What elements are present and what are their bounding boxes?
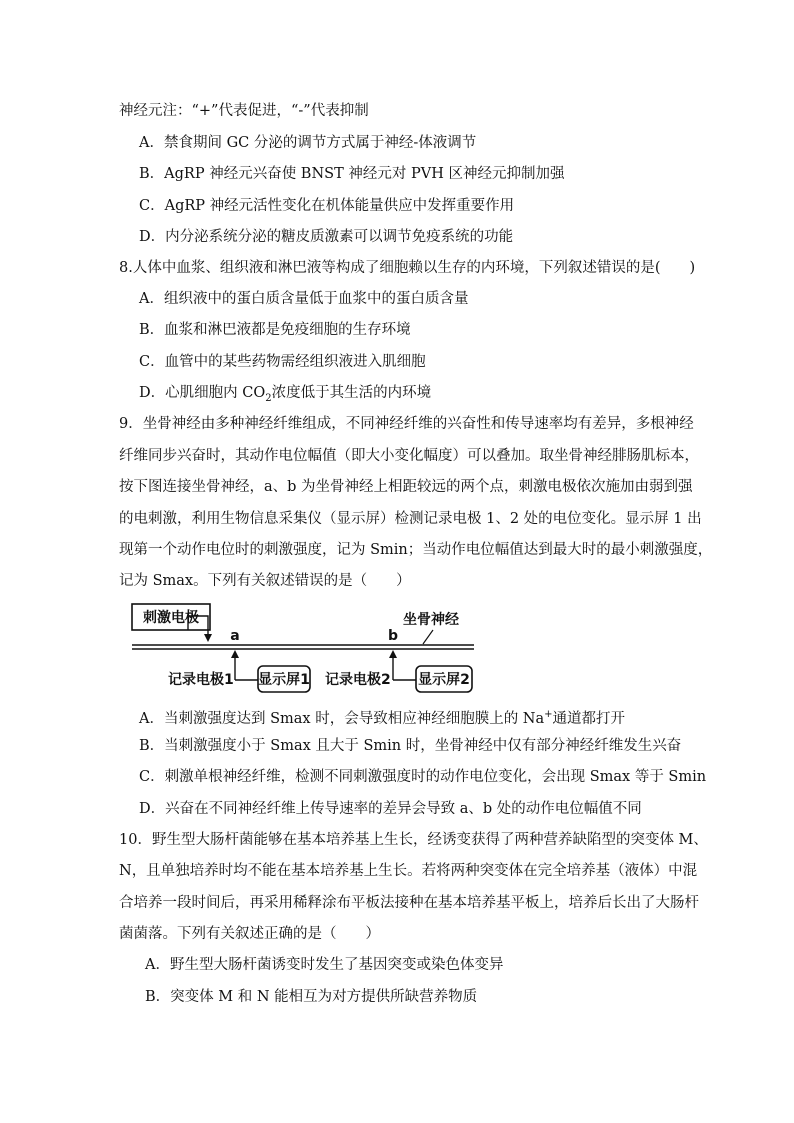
q8d-text-post: 浓度低于其生活的内环境 — [271, 385, 432, 401]
q10-option-a: A．野生型大肠杆菌诱变时发生了基因突变或染色体变异 — [145, 957, 504, 973]
q10-option-b: B．突变体 M 和 N 能相互为对方提供所缺营养物质 — [145, 989, 478, 1005]
q7-option-d: D．内分泌系统分泌的糖皮质激素可以调节免疫系统的功能 — [139, 229, 514, 245]
q9a-text-pre: A．当刺激强度达到 Smax 时，会导致相应神经细胞膜上的 Na — [139, 710, 545, 727]
q9-stem-line5: 现第一个动作电位时的刺激强度，记为 Smin；当动作电位幅值达到最大时的最小刺激强度， — [119, 542, 713, 558]
q9-stem-line2: 纤维同步兴奋时，其动作电位幅值（即大小变化幅度）可以叠加。取坐骨神经腓肠肌标本， — [119, 448, 699, 464]
q8d-text-pre: D．心肌细胞内 CO — [139, 385, 266, 401]
rec-electrode-1-label: 记录电极1 — [168, 672, 234, 688]
q9-stem-line6: 记为 Smax。下列有关叙述错误的是（ ） — [119, 573, 411, 589]
q8-option-b: B．血浆和淋巴液都是免疫细胞的生存环境 — [139, 322, 411, 338]
q7-option-c: C．AgRP 神经元活性变化在机体能量供应中发挥重要作用 — [139, 198, 515, 214]
q9-stem-line1: 9．坐骨神经由多种神经纤维组成，不同神经纤维的兴奋性和传导速率均有差异，多根神经 — [119, 416, 694, 432]
q8-option-d — [139, 383, 431, 409]
q9-stem-line3: 按下图连接坐骨神经，a、b 为坐骨神经上相距较远的两个点，刺激电极依次施加由弱到强 — [119, 479, 693, 495]
rec-electrode-2-arrow — [389, 650, 397, 658]
nerve-diagram — [128, 600, 488, 696]
rec-electrode-2-label: 记录电极2 — [325, 672, 391, 688]
nerve-label-pointer — [423, 630, 433, 644]
point-a-label: a — [230, 628, 240, 644]
stim-electrode-label: 刺激电极 — [143, 610, 199, 626]
rec-electrode-1-arrow — [231, 650, 239, 658]
q10-stem-line2: N，且单独培养时均不能在基本培养基上生长。若将两种突变体在完全培养基（液体）中混 — [119, 863, 698, 879]
q7-option-a: A．禁食期间 GC 分泌的调节方式属于神经-体液调节 — [139, 135, 477, 151]
point-b-label: b — [387, 628, 399, 644]
q8-option-c: C．血管中的某些药物需经组织液进入肌细胞 — [139, 354, 426, 370]
screen-2-label: 显示屏2 — [418, 672, 470, 688]
nerve-label: 坐骨神经 — [403, 612, 459, 628]
q10-stem-line4: 菌菌落。下列有关叙述正确的是（ ） — [119, 926, 380, 942]
q9a-text-post: 通道都打开 — [552, 710, 626, 727]
q7-option-b: B．AgRP 神经元兴奋使 BNST 神经元对 PVH 区神经元抑制加强 — [139, 166, 565, 182]
q9-option-a — [139, 705, 625, 729]
stim-arrow-head — [204, 634, 212, 642]
q9-stem-line4: 的电刺激，利用生物信息采集仪（显示屏）检测记录电极 1、2 处的电位变化。显示屏 1 出 — [119, 511, 702, 527]
q8-stem: 8.人体中血浆、组织液和淋巴液等构成了细胞赖以生存的内环境，下列叙述错误的是( ) — [119, 260, 696, 276]
q9a-superscript: + — [544, 709, 553, 720]
q10-stem-line1: 10．野生型大肠杆菌能够在基本培养基上生长，经诱变获得了两种营养缺陷型的突变体 M、 — [119, 832, 708, 848]
q9-option-c: C．刺激单根神经纤维，检测不同刺激强度时的动作电位变化，会出现 Smax 等于 Smin — [139, 769, 707, 785]
q9-option-d: D．兴奋在不同神经纤维上传导速率的差异会导致 a、b 处的动作电位幅值不同 — [139, 801, 642, 817]
q8d-subscript: 2 — [265, 392, 272, 404]
screen-1-label: 显示屏1 — [258, 672, 310, 688]
q9-option-b: B．当刺激强度小于 Smax 且大于 Smin 时，坐骨神经中仅有部分神经纤维发生兴奋 — [139, 738, 682, 754]
nerve-diagram-svg — [128, 600, 488, 696]
note-line: 神经元注：“+”代表促进，“-”代表抑制 — [119, 103, 369, 119]
q8-option-a: A．组织液中的蛋白质含量低于血浆中的蛋白质含量 — [139, 291, 469, 307]
q10-stem-line3: 合培养一段时间后，再采用稀释涂布平板法接种在基本培养基平板上，培养后长出了大肠杆 — [119, 895, 699, 911]
